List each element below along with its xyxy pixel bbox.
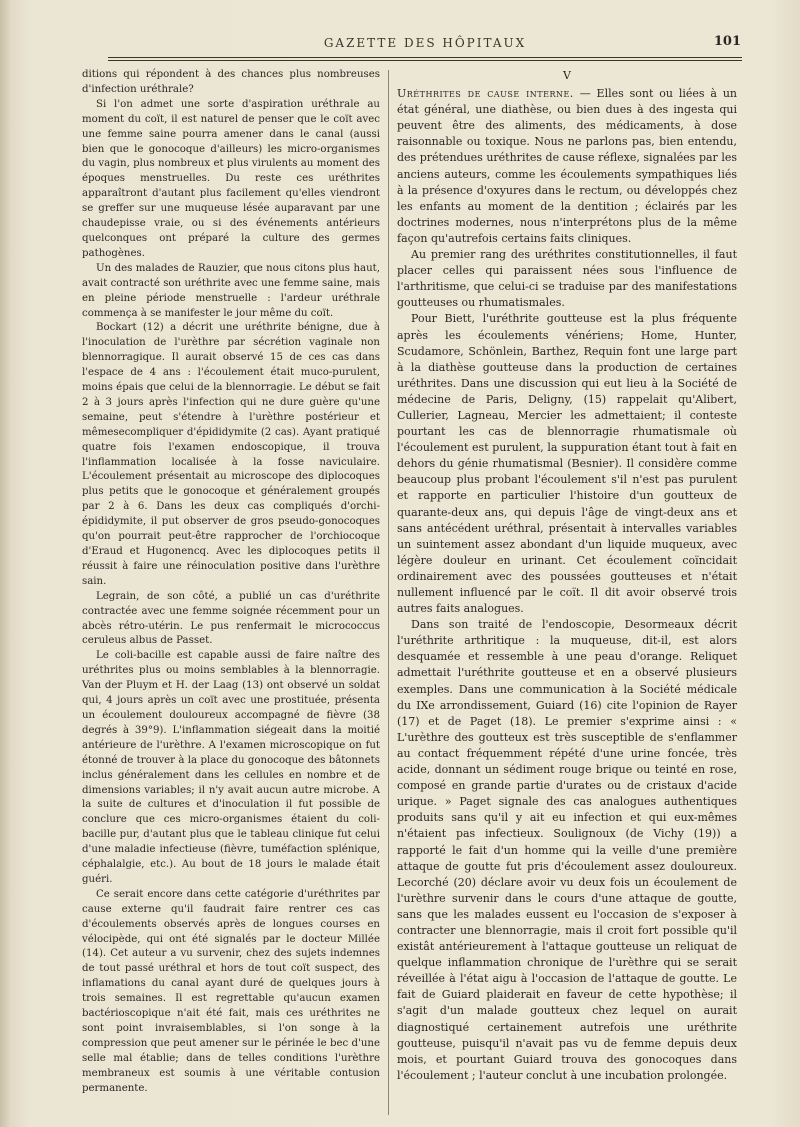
binding-edge (0, 0, 10, 1127)
paragraph: Le coli-bacille est capable aussi de faire naître des uréthrites plus ou moins semblables à la blennorragie. Van der Pluym et H. der Laag (13) ont observé un soldat qui, 4 jours après un coït avec une prostituée, présenta un écoulement douloureux accompagné de fièvre (38 degrés à 39°9). L'inflammation siégeait dans la moitié antérieure de l'urèthre. A l'examen microscopique on fut étonné de trouver à la place du gonocoque des bâtonnets inclus généralement dans les cellules en nombre et de dimensions variables; il n'y avait aucun autre microbe. A la suite de cultures et d'inoculation il fut possible de conclure que ces micro-organismes étaient du coli-bacille pur, d'autant plus que le tableau clinique fut celui d'une maladie infectieuse (fièvre, tuméfaction splénique, céphalalgie, etc.). Au bout de 18 jours le malade était guéri. (82, 650, 380, 885)
section-first-text: — Elles sont ou liées à un état général, une diathèse, ou bien dues à des ingesta qui peuvent être des aliments, des médicaments, à dose raisonnable ou toxique. Nous ne parlons pas, bien entendu, des prétendues uréthrites de cause réflexe, signalées par les anciens auteurs, comme les écoulements sympathiques liés à la présence d'oxyures dans le rectum, ou développés chez les enfants au moment de la dentition ; éclairés par les doctrines modernes, nous n'interprétons plus de la même façon qu'autrefois certains faits cliniques. (397, 87, 738, 245)
running-header (110, 34, 740, 54)
paragraph: Ce serait encore dans cette catégorie d'uréthrites par cause externe qu'il faudrait faire rentrer ces cas d'écoulements observés après de longues courses en vélocipède, qui ont été signalés par le docteur Millée (14). Cet auteur a vu survenir, chez des sujets indemnes de tout passé uréthral et hors de tout coït suspect, des inflamations du canal ayant duré de quelques jours à trois semaines. Il est regrettable qu'aucun examen bactérioscopique n'ait été fait, mais ces uréthrites ne sont point invraisemblables, si l'on songe à la compression que peut amener sur le périnée le bec d'une selle mal établie; dans de telles conditions l'urèthre membraneux est soumis à une véritable contusion permanente. (82, 888, 380, 1094)
paragraph: Pour Biett, l'uréthrite goutteuse est la plus fréquente après les écoulements vénériens; Home, Hunter, Scudamore, Schönlein, Barthez, Requin font une large part à la diathèse goutteuse dans la production de certaines uréthrites. Dans une discussion qui eut lieu à la Société de médecine de Paris, Deligny, (15) rappelait qu'Alibert, Cullerier, Lagneau, Mercier les admettaient; il conteste pourtant les cas de blennorragie rhumatismale où l'écoulement est purulent, la suppuration étant tout à fait en dehors du génie rhumatismal (Besnier). Il considère comme beaucoup plus probant l'écoulement s'il n'est pas purulent et rapporte en particulier l'histoire d'un goutteux de quarante-deux ans, qui depuis l'âge de vingt-deux ans et sans antécédent uréthral, présentait à intervalles variables un suintement assez abondant d'un liquide muqueux, avec légère douleur en urinant. Cet écoulement coïncidait ordinairement avec des poussées goutteuses et n'était nullement influencé par le coït. Il dit avoir observé trois autres faits analogues. (397, 312, 737, 616)
paragraph: Si l'on admet une sorte d'aspiration uréthrale au moment du coït, il est naturel de penser que le coït avec une femme saine pourra amener dans le canal (aussi bien que le gonocoque d'ailleurs) les micro-organismes du vagin, plus nombreux et plus virulents au moment des époques menstruelles. Du reste ces uréthrites apparaîtront d'autant plus facilement qu'elles viendront se greffer sur une muqueuse lésée auparavant par une chaudepisse vraie, ou si des événements antérieurs quelconques ont préparé la culture des germes pathogènes. (82, 98, 380, 259)
paragraph: Un des malades de Rauzier, que nous citons plus haut, avait contracté son uréthrite avec une femme saine, mais en pleine période menstruelle : l'ardeur uréthrale commença à se manifester le jour même du coït. (82, 262, 380, 319)
paragraph: Legrain, de son côté, a publié un cas d'uréthrite contractée avec une femme soignée récemment pour un abcès rétro-utérin. Le pus renfermait le micrococcus ceruleus albus de Passet. (82, 590, 380, 647)
right-column-body (397, 247, 737, 1084)
section-first-paragraph (397, 86, 737, 247)
paragraph: Au premier rang des uréthrites constitutionnelles, il faut placer celles qui paraissent nées sous l'influence de l'arthritisme, que celui-ci se traduise par des manifestations goutteuses ou rhumatismales. (397, 248, 737, 310)
left-column (82, 68, 380, 1097)
right-column (397, 68, 737, 1084)
paragraph: ditions qui répondent à des chances plus nombreuses d'infection uréthrale? (82, 69, 380, 95)
paragraph: Bockart (12) a décrit une uréthrite bénigne, due à l'inoculation de l'urèthre par sécrétion vaginale non blennorragique. Il aurait observé 15 de ces cas dans l'espace de 4 ans : l'écoulement était muco-purulent, moins épais que celui de la blennorragie. Le début se fait 2 à 3 jours après l'infection qui ne dure guère qu'une semaine, peut s'étendre à l'urèthre postérieur et mêmesecompliquer d'épididymite (2 cas). Ayant pratiqué quatre fois l'examen endoscopique, il trouva l'inflammation localisée à la fosse naviculaire. L'écoulement présentait au microscope des diplocoques plus petits que le gonocoque et généralement groupés par 2 à 6. Dans les deux cas compliqués d'orchi-épididymite, il put observer de gros pseudo-gonocoques qu'on pourrait peut-être rapprocher de l'orchiocoque d'Eraud et Hugonencq. Avec les diplocoques petits il réussit à faire une réinoculation positive dans l'urèthre sain. (82, 322, 380, 587)
page-number: 101 (713, 34, 741, 49)
column-divider (388, 70, 389, 1115)
paragraph: Dans son traité de l'endoscopie, Desormeaux décrit l'uréthrite arthritique : la muqueuse, dit-il, est alors desquamée et ressemble à une peau d'orange. Reliquet admettait l'uréthrite goutteuse et en a observé plusieurs exemples. Dans une communication à la Société médicale du IXe arrondissement, Guiard (16) cite l'opinion de Rayer (17) et de Paget (18). Le premier s'exprime ainsi : « L'urèthre des goutteux est très susceptible de s'enflammer au contact fréquemment répété d'une urine foncée, très acide, donnant un sédiment rouge brique ou teinté en rose, composé en grande partie d'urates ou de cristaux d'acide urique. » Paget signale des cas analogues authentiques produits sans qu'il y ait eu infection et qui eux-mêmes n'étaient pas infectieux. Soulignoux (de Vichy (19)) a rapporté le fait d'un homme qui la veille d'une première attaque de goutte fut pris d'écoulement assez douloureux. Lecorché (20) déclare avoir vu deux fois un écoulement de l'urèthre survenir dans le cours d'une attaque de goutte, sans que les malades eussent eu l'occasion de s'exposer à contracter une blennorragie, mais il croit fort possible qu'il existât antérieurement à l'attaque goutteuse un reliquat de quelque inflammation chronique de l'urèthre qui se serait réveillée à l'état aigu à l'occasion de l'attaque de goutte. Le fait de Guiard plaiderait en faveur de cette hypothèse; il s'agit d'un malade goutteux chez lequel on aurait diagnostiqué certainement autrefois une uréthrite goutteuse, puisqu'il n'avait pas vu de femme depuis deux mois, et pourtant Guiard trouva des gonocoques dans l'écoulement ; l'auteur conclut à une incubation prolongée. (397, 618, 737, 1082)
header-rule (108, 57, 742, 61)
section-number: V (563, 69, 571, 82)
journal-title: GAZETTE DES HÔPITAUX (323, 36, 527, 50)
section-heading: Uréthrites de cause interne. (397, 87, 574, 101)
